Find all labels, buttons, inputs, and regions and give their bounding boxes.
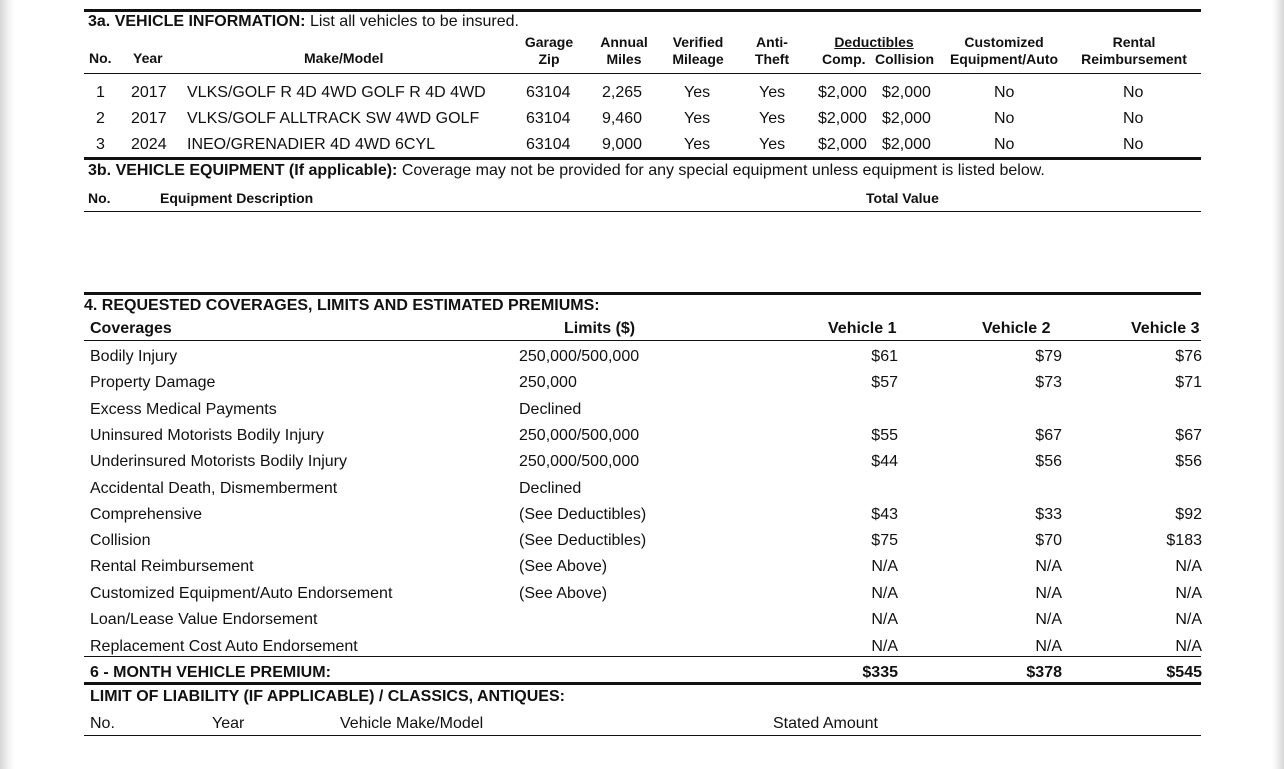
coverage-vehicle-1: N/A: [871, 585, 898, 602]
vehicle-verified: Yes: [684, 84, 711, 101]
vehicle-year: 2017: [131, 84, 167, 101]
coverage-vehicle-1: $75: [871, 532, 898, 549]
header-anti-theft-line2: Theft: [754, 51, 790, 67]
coverage-name: Excess Medical Payments: [90, 401, 277, 418]
coverage-name: Collision: [90, 532, 151, 549]
header-collision: Collision: [875, 51, 935, 67]
coverage-vehicle-2: $79: [1035, 348, 1062, 365]
vehicle-comp: $2,000: [818, 84, 867, 101]
premium-total-vehicle-1: $335: [862, 664, 898, 681]
section-4-header-rule: [84, 340, 1201, 341]
coverage-vehicle-3: N/A: [1175, 638, 1202, 655]
vehicle-collision: $2,000: [882, 84, 931, 101]
vehicle-year: 2024: [131, 136, 167, 153]
coverage-limit: Declined: [519, 480, 582, 497]
equipment-header-description: Equipment Description: [160, 190, 314, 206]
vehicle-make-model: VLKS/GOLF ALLTRACK SW 4WD GOLF: [187, 110, 480, 127]
coverages-header: Coverages: [90, 320, 172, 337]
coverage-vehicle-1: $44: [871, 453, 898, 470]
header-verified-line1: Verified: [672, 34, 724, 50]
limit-header-no: No.: [90, 715, 115, 732]
vehicle-no: 3: [96, 136, 105, 153]
coverage-limit: (See Deductibles): [519, 532, 647, 549]
section-3a-heading: [88, 13, 519, 31]
coverage-name: Comprehensive: [90, 506, 203, 523]
header-customized: [946, 34, 1062, 68]
vehicle-zip: 63104: [526, 136, 571, 153]
vehicle-2-header: Vehicle 2: [982, 320, 1051, 337]
vehicle-make-model: VLKS/GOLF R 4D 4WD GOLF R 4D 4WD: [187, 84, 486, 101]
vehicle-miles: 9,000: [602, 136, 643, 153]
header-comp: Comp.: [822, 51, 866, 67]
coverage-vehicle-3: N/A: [1175, 558, 1202, 575]
coverage-vehicle-2: $70: [1035, 532, 1062, 549]
coverage-vehicle-3: $183: [1166, 532, 1202, 549]
limit-section-header-rule: [84, 735, 1201, 736]
section-3b-header-rule: [84, 211, 1201, 212]
vehicle-anti-theft: Yes: [759, 110, 786, 127]
coverage-vehicle-2: N/A: [1035, 558, 1062, 575]
header-year: Year: [133, 50, 163, 66]
vehicle-rental: No: [1123, 136, 1144, 153]
header-customized-line2: Equipment/Auto: [949, 51, 1059, 67]
coverage-limit: Declined: [519, 401, 582, 418]
vehicle-verified: Yes: [684, 136, 711, 153]
coverage-limit: 250,000/500,000: [519, 453, 640, 470]
coverage-name: Customized Equipment/Auto Endorsement: [90, 585, 393, 602]
coverage-vehicle-3: $56: [1175, 453, 1202, 470]
section-3b-heading: [88, 162, 1045, 180]
vehicle-anti-theft: Yes: [759, 84, 786, 101]
vehicle-customized: No: [994, 110, 1015, 127]
header-annual-miles-line1: Annual: [600, 34, 648, 50]
coverage-limit: 250,000/500,000: [519, 427, 640, 444]
vehicle-rental: No: [1123, 84, 1144, 101]
coverage-vehicle-2: $56: [1035, 453, 1062, 470]
vehicle-collision: $2,000: [882, 136, 931, 153]
coverage-vehicle-2: N/A: [1035, 611, 1062, 628]
vehicle-make-model: INEO/GRENADIER 4D 4WD 6CYL: [187, 136, 436, 153]
coverage-limit: (See Deductibles): [519, 506, 647, 523]
equipment-header-no: No.: [88, 190, 111, 206]
vehicle-no: 2: [96, 110, 105, 127]
section-4-title: 4. REQUESTED COVERAGES, LIMITS AND ESTIMATED PREMIUMS:: [84, 297, 600, 314]
limit-header-year: Year: [212, 715, 245, 732]
header-garage-zip: [518, 34, 580, 68]
limit-section-title: LIMIT OF LIABILITY (IF APPLICABLE) / CLASSICS, ANTIQUES:: [90, 688, 565, 705]
coverage-name: Accidental Death, Dismemberment: [90, 480, 338, 497]
vehicle-anti-theft: Yes: [759, 136, 786, 153]
coverage-limit: (See Above): [519, 585, 608, 602]
header-garage-zip-line2: Zip: [538, 51, 560, 67]
coverage-vehicle-3: $71: [1175, 374, 1202, 391]
coverage-vehicle-3: $76: [1175, 348, 1202, 365]
vehicle-comp: $2,000: [818, 136, 867, 153]
section-3b-title: 3b. VEHICLE EQUIPMENT (If applicable):: [88, 162, 398, 179]
section-3a-header-rule: [84, 73, 1201, 74]
vehicle-collision: $2,000: [882, 110, 931, 127]
coverage-vehicle-3: $92: [1175, 506, 1202, 523]
coverage-name: Bodily Injury: [90, 348, 178, 365]
coverage-vehicle-2: N/A: [1035, 638, 1062, 655]
limit-header-make-model: Vehicle Make/Model: [340, 715, 484, 732]
coverage-name: Underinsured Motorists Bodily Injury: [90, 453, 347, 470]
equipment-header-total: Total Value: [866, 190, 939, 206]
coverage-name: Property Damage: [90, 374, 216, 391]
header-deductibles: Deductibles: [834, 34, 914, 50]
vehicle-miles: 9,460: [602, 110, 643, 127]
header-verified-line2: Mileage: [672, 51, 724, 67]
coverage-vehicle-3: N/A: [1175, 585, 1202, 602]
vehicle-zip: 63104: [526, 110, 571, 127]
coverage-vehicle-1: $55: [871, 427, 898, 444]
header-make-model: Make/Model: [304, 50, 384, 66]
page-edge-left: [0, 0, 14, 769]
vehicle-verified: Yes: [684, 110, 711, 127]
coverage-name: Replacement Cost Auto Endorsement: [90, 638, 358, 655]
header-garage-zip-line1: Garage: [524, 34, 574, 50]
header-anti-theft: [748, 34, 796, 68]
coverage-vehicle-1: $61: [871, 348, 898, 365]
coverage-name: Uninsured Motorists Bodily Injury: [90, 427, 324, 444]
premium-total-label: 6 - MONTH VEHICLE PREMIUM:: [90, 664, 331, 681]
header-annual-miles-line2: Miles: [606, 51, 642, 67]
coverage-vehicle-2: $73: [1035, 374, 1062, 391]
header-rental-line2: Reimbursement: [1081, 51, 1187, 67]
vehicle-3-header: Vehicle 3: [1131, 320, 1200, 337]
vehicle-year: 2017: [131, 110, 167, 127]
vehicle-rental: No: [1123, 110, 1144, 127]
coverage-vehicle-1: $43: [871, 506, 898, 523]
premium-total-vehicle-3: $545: [1166, 664, 1202, 681]
header-no: No.: [89, 50, 112, 66]
coverage-limit: 250,000/500,000: [519, 348, 640, 365]
coverage-vehicle-1: N/A: [871, 611, 898, 628]
header-verified-mileage: [664, 34, 732, 68]
coverage-vehicle-2: $33: [1035, 506, 1062, 523]
premium-total-rule: [84, 656, 1201, 657]
coverage-limit: 250,000: [519, 374, 577, 391]
section-3b-subtitle: Coverage may not be provided for any special equipment unless equipment is listed below.: [401, 162, 1045, 179]
vehicle-zip: 63104: [526, 84, 571, 101]
section-4-top-rule: [84, 292, 1201, 295]
header-rental-line1: Rental: [1112, 34, 1156, 50]
page-edge-right: [1272, 0, 1284, 769]
premium-total-vehicle-2: $378: [1026, 664, 1062, 681]
vehicle-1-header: Vehicle 1: [828, 320, 897, 337]
section-3b-top-rule: [84, 157, 1201, 160]
vehicle-customized: No: [994, 84, 1015, 101]
section-3a-subtitle: List all vehicles to be insured.: [309, 13, 519, 30]
section-3a-top-rule: [84, 9, 1201, 12]
vehicle-customized: No: [994, 136, 1015, 153]
coverage-vehicle-1: $57: [871, 374, 898, 391]
vehicle-miles: 2,265: [602, 84, 643, 101]
coverage-vehicle-3: N/A: [1175, 611, 1202, 628]
section-3a-title: 3a. VEHICLE INFORMATION:: [88, 13, 306, 30]
coverage-vehicle-1: N/A: [871, 558, 898, 575]
coverage-name: Loan/Lease Value Endorsement: [90, 611, 318, 628]
limits-header: Limits ($): [564, 320, 636, 337]
coverage-name: Rental Reimbursement: [90, 558, 254, 575]
header-anti-theft-line1: Anti-: [756, 34, 788, 50]
vehicle-no: 1: [96, 84, 105, 101]
limit-header-stated-amount: Stated Amount: [773, 715, 878, 732]
coverage-vehicle-1: N/A: [871, 638, 898, 655]
coverage-vehicle-2: N/A: [1035, 585, 1062, 602]
vehicle-comp: $2,000: [818, 110, 867, 127]
coverage-vehicle-2: $67: [1035, 427, 1062, 444]
header-annual-miles: [594, 34, 654, 68]
limit-section-top-rule: [84, 682, 1201, 685]
header-customized-line1: Customized: [964, 34, 1044, 50]
coverage-vehicle-3: $67: [1175, 427, 1202, 444]
coverage-limit: (See Above): [519, 558, 608, 575]
header-rental: [1076, 34, 1192, 68]
